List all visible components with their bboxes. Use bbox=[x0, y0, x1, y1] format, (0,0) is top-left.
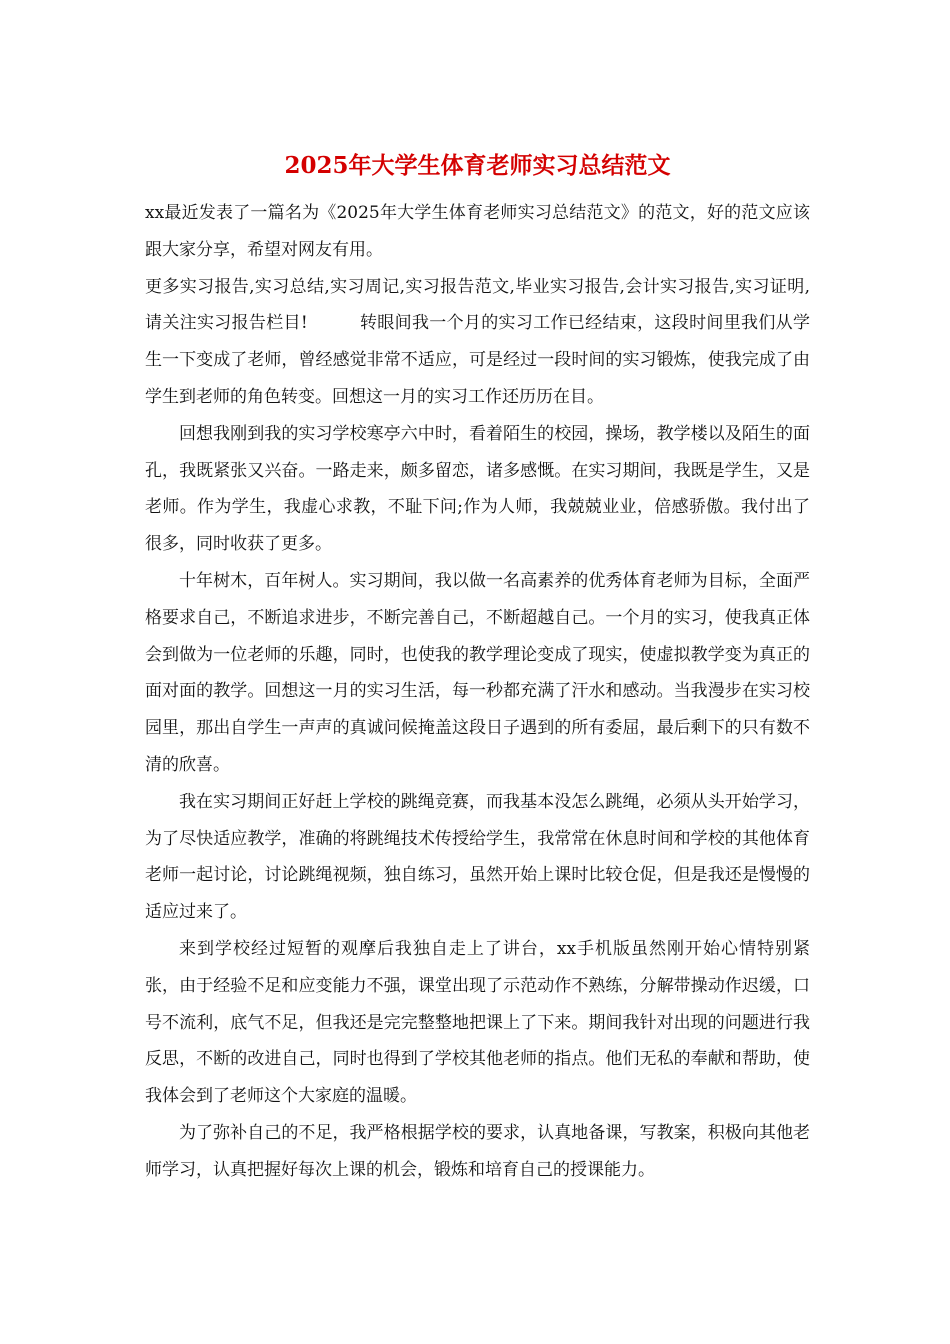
document-body bbox=[145, 195, 810, 1189]
body-paragraph-5: 为了弥补自己的不足，我严格根据学校的要求，认真地备课，写教案，积极向其他老师学习，认真把握好每次上课的机会，锻炼和培育自己的授课能力。 bbox=[145, 1122, 810, 1180]
body-paragraph-3: 我在实习期间正好赶上学校的跳绳竞赛，而我基本没怎么跳绳，必须从头开始学习，为了尽快适应教学，准确的将跳绳技术传授给学生，我常常在休息时间和学校的其他体育老师一起讨论，讨论跳绳视频，独自练习，虽然开始上课时比较仓促，但是我还是慢慢的适应过来了。 bbox=[145, 791, 810, 923]
document-title: 2025年大学生体育老师实习总结范文 bbox=[284, 152, 671, 179]
body-paragraph-4: 来到学校经过短暂的观摩后我独自走上了讲台，xx手机版虽然刚开始心情特别紧张，由于经验不足和应变能力不强，课堂出现了示范动作不熟练，分解带操动作迟缓，口号不流利，底气不足，但我还是完完整整地把课上了下来。期间我针对出现的问题进行我反思，不断的改进自己，同时也得到了学校其他老师的指点。他们无私的奉献和帮助，使我体会到了老师这个大家庭的温暖。 bbox=[145, 938, 810, 1107]
more-paragraph: 更多实习报告,实习总结,实习周记,实习报告范文,毕业实习报告,会计实习报告,实习证明,请关注实习报告栏目! 转眼间我一个月的实习工作已经结束，这段时间里我们从学生一下变成了老师，曾经感觉非常不适应，可是经过一段时间的实习锻炼，使我完成了由学生到老师的角色转变。回想这一月的实习工作还历历在目。 bbox=[145, 276, 810, 407]
intro-paragraph: xx最近发表了一篇名为《2025年大学生体育老师实习总结范文》的范文，好的范文应该跟大家分享，希望对网友有用。 bbox=[145, 203, 810, 260]
body-paragraph-1: 回想我刚到我的实习学校寒亭六中时，看着陌生的校园，操场，教学楼以及陌生的面孔，我既紧张又兴奋。一路走来，颇多留恋，诸多感慨。在实习期间，我既是学生，又是老师。作为学生，我虚心求教，不耻下问;作为人师，我兢兢业业，倍感骄傲。我付出了很多，同时收获了更多。 bbox=[145, 423, 810, 555]
body-paragraph-2: 十年树木，百年树人。实习期间，我以做一名高素养的优秀体育老师为目标，全面严格要求自己，不断追求进步，不断完善自己，不断超越自己。一个月的实习，使我真正体会到做为一位老师的乐趣，同时，也使我的教学理论变成了现实，使虚拟教学变为真正的面对面的教学。回想这一月的实习生活，每一秒都充满了汗水和感动。当我漫步在实习校园里，那出自学生一声声的真诚问候掩盖这段日子遇到的所有委屈，最后剩下的只有数不清的欣喜。 bbox=[145, 570, 810, 775]
